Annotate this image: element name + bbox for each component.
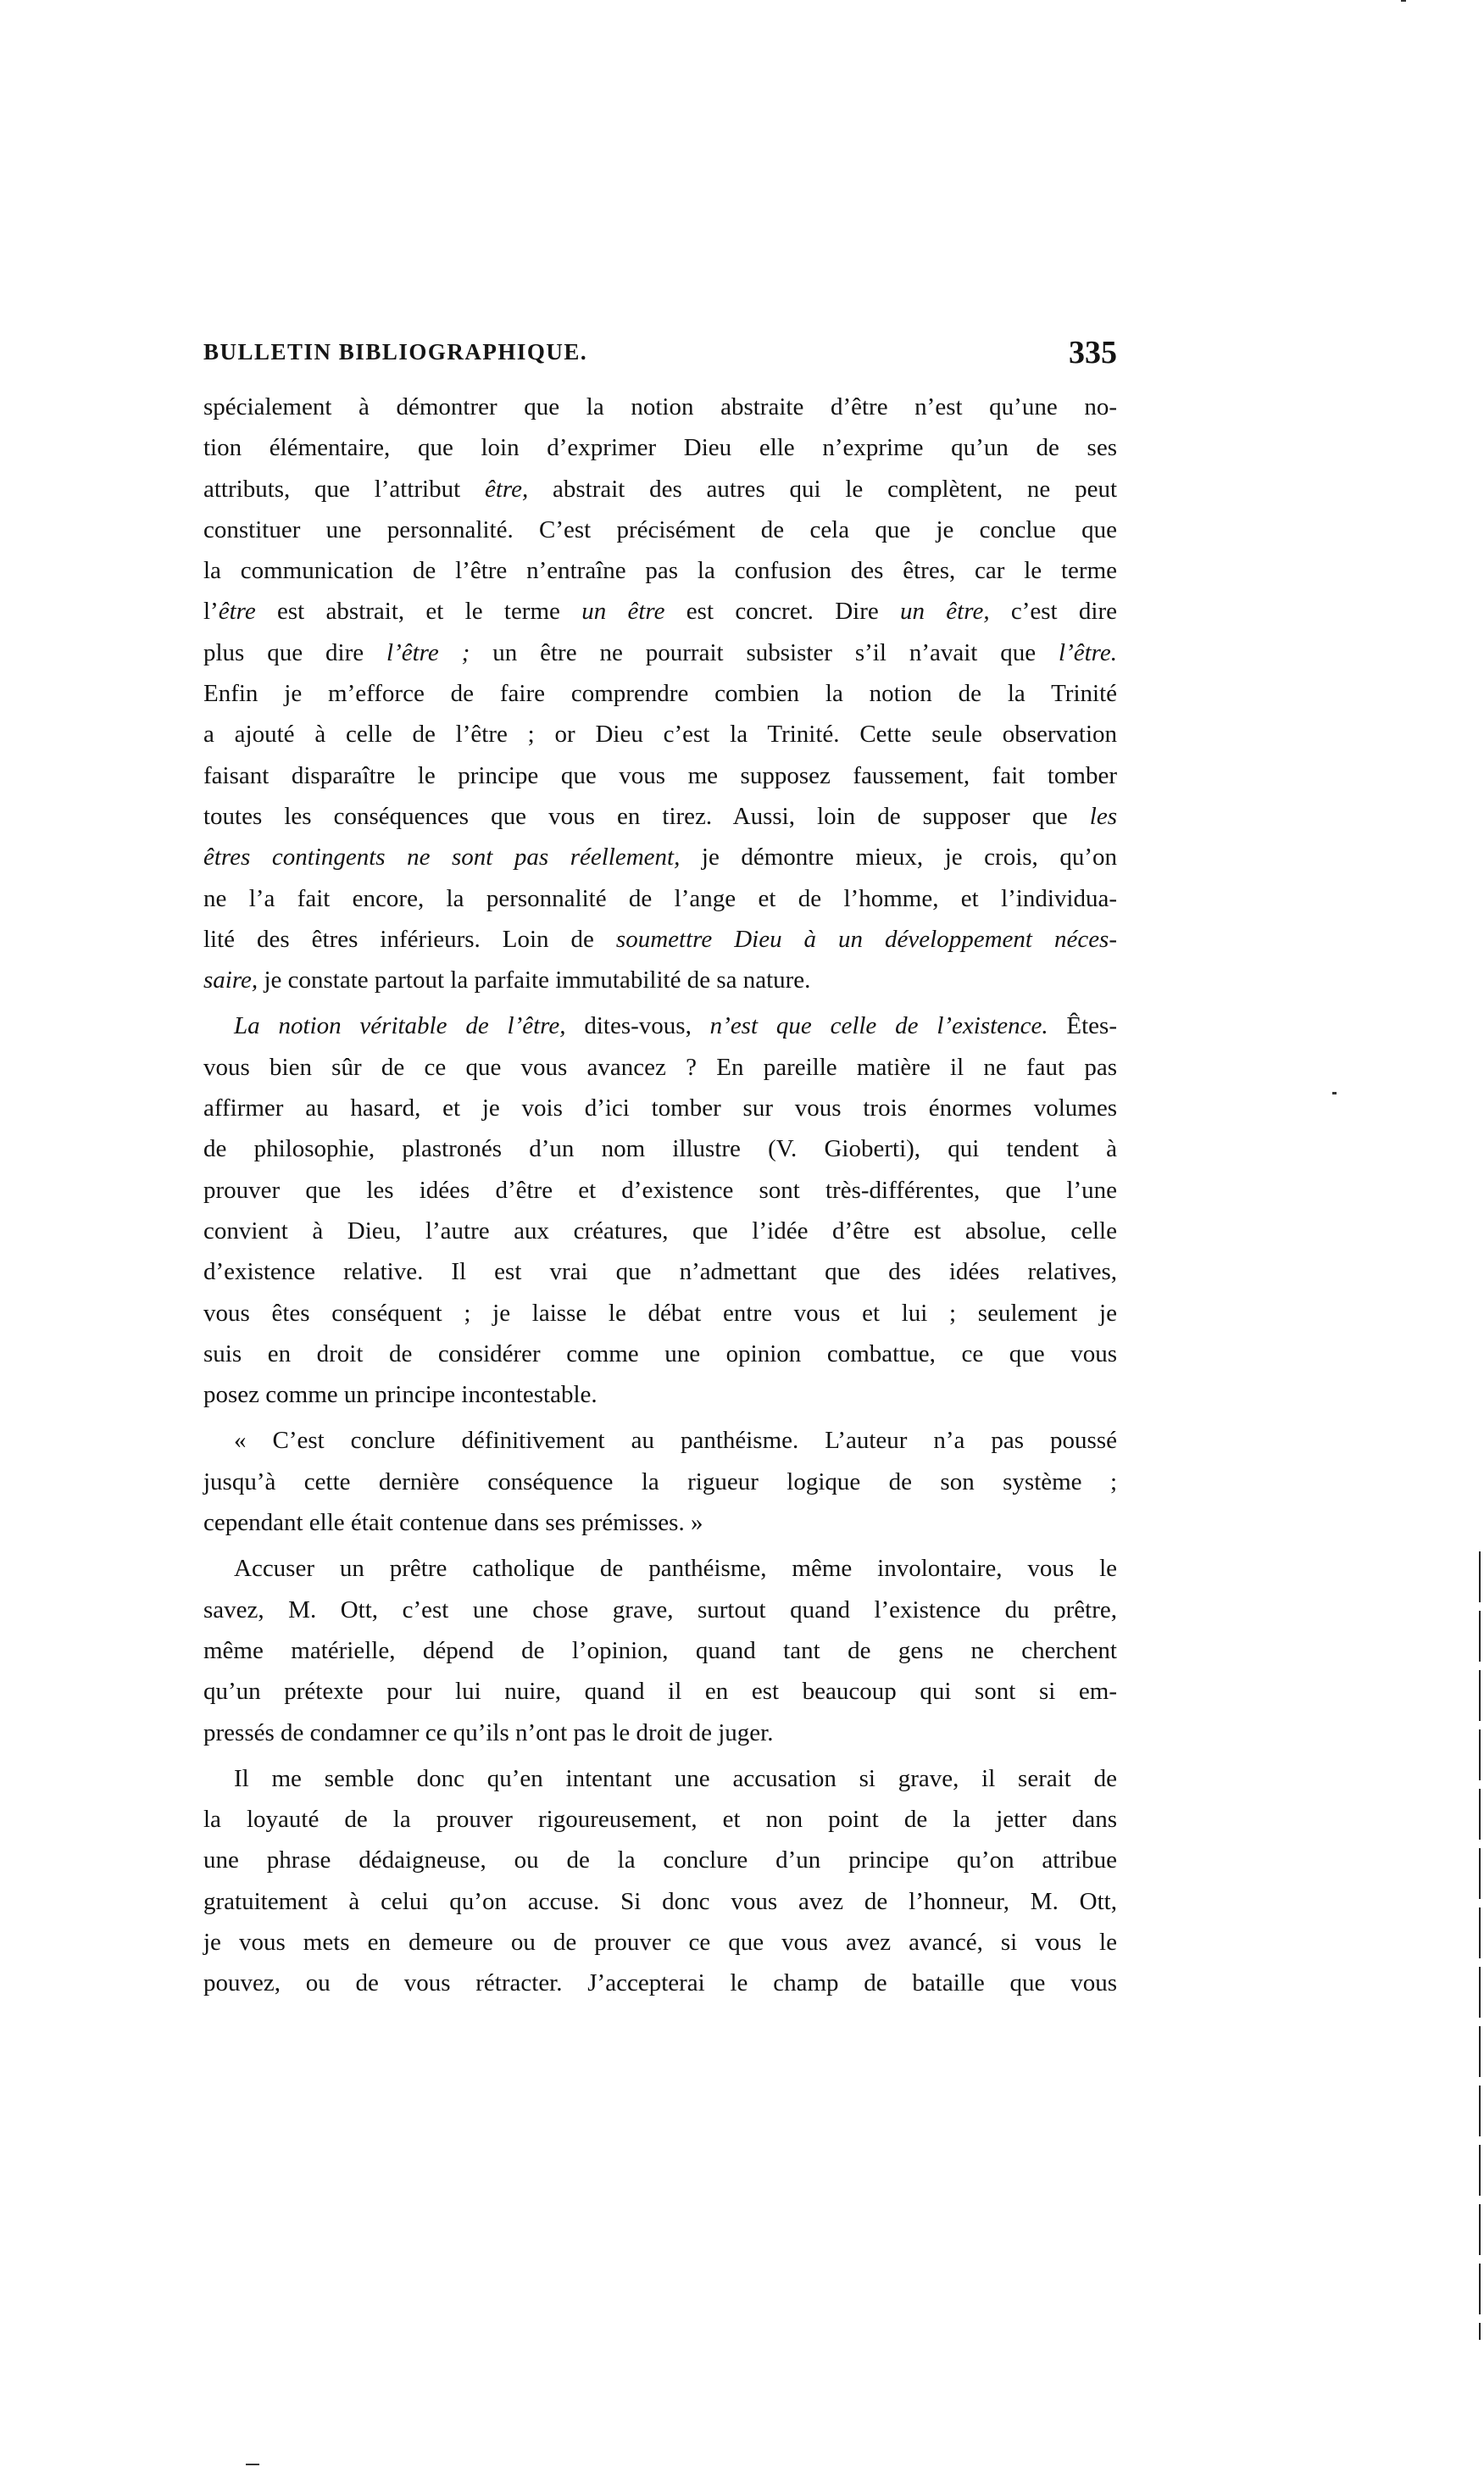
text-line bbox=[203, 796, 1117, 837]
text-line bbox=[203, 1758, 1117, 1799]
text-run: vous bien sûr de ce que vous avancez ? En pareille matière il ne faut pas bbox=[203, 1053, 1117, 1081]
text-run: attributs, que l’attribut bbox=[203, 475, 485, 503]
italic-run: les bbox=[1089, 802, 1117, 830]
text-line bbox=[203, 510, 1117, 550]
text-line bbox=[203, 1374, 1117, 1415]
text-run: Enfin je m’efforce de faire comprendre combien la notion de la Trinité bbox=[203, 680, 1117, 708]
text-line bbox=[203, 919, 1117, 960]
text-run: pouvez, ou de vous rétracter. J’accepterai le champ de bataille que vous bbox=[203, 1969, 1117, 1997]
text-run: spécialement à démontrer que la notion abstraite d’être n’est qu’une no- bbox=[203, 393, 1117, 420]
text-line bbox=[203, 1840, 1117, 1880]
italic-run: être bbox=[218, 598, 256, 626]
text-run: posez comme un principe incontestable. bbox=[203, 1381, 597, 1409]
text-line bbox=[203, 550, 1117, 591]
text-line bbox=[203, 1170, 1117, 1211]
text-run: toutes les conséquences que vous en tirez. Aussi, loin de supposer que bbox=[203, 802, 1090, 830]
text-line bbox=[203, 632, 1117, 673]
text-run: abstrait des autres qui le complètent, ne peut bbox=[528, 475, 1118, 503]
text-run: cependant elle était contenue dans ses prémisses. » bbox=[203, 1509, 703, 1537]
text-run: savez, M. Ott, c’est une chose grave, surtout quand l’existence du prêtre, bbox=[203, 1595, 1117, 1623]
italic-run: l’être. bbox=[1059, 638, 1117, 666]
text-line bbox=[203, 1293, 1117, 1334]
text-run: est abstrait, et le terme bbox=[255, 598, 582, 626]
paragraph bbox=[203, 1420, 1117, 1543]
running-title: BULLETIN BIBLIOGRAPHIQUE. bbox=[203, 339, 588, 365]
body-text bbox=[203, 387, 1117, 2004]
text-line bbox=[203, 1334, 1117, 1374]
text-run: est concret. Dire bbox=[664, 598, 901, 626]
text-line bbox=[203, 469, 1117, 510]
text-run: c’est dire bbox=[989, 598, 1117, 626]
text-line bbox=[203, 1088, 1117, 1128]
text-line bbox=[203, 1047, 1117, 1088]
text-line bbox=[203, 1420, 1117, 1461]
text-run: je vous mets en demeure ou de prouver ce que vous avez avancé, si vous le bbox=[203, 1928, 1117, 1956]
text-run: je démontre mieux, je crois, qu’on bbox=[680, 844, 1118, 872]
page-number: 335 bbox=[1069, 335, 1117, 370]
page-edge-shadow bbox=[1479, 1551, 1481, 2340]
text-run: gratuitement à celui qu’on accuse. Si donc vous avez de l’honneur, M. Ott, bbox=[203, 1887, 1117, 1915]
paragraph bbox=[203, 1758, 1117, 2004]
text-run: même matérielle, dépend de l’opinion, quand tant de gens ne cherchent bbox=[203, 1636, 1117, 1664]
italic-run: soumettre Dieu à un développement néces- bbox=[615, 925, 1118, 953]
text-line bbox=[203, 1128, 1117, 1169]
text-line bbox=[203, 387, 1117, 427]
text-run: faisant disparaître le principe que vous me supposez faussement, fait tomber bbox=[203, 761, 1117, 789]
text-line bbox=[203, 1548, 1117, 1589]
text-run: constituer une personnalité. C’est précisément de cela que je conclue que bbox=[203, 515, 1117, 543]
text-run: affirmer au hasard, et je vois d’ici tomber sur vous trois énormes volumes bbox=[203, 1094, 1117, 1122]
text-line bbox=[203, 1881, 1117, 1922]
running-head bbox=[0, 335, 1117, 373]
text-line bbox=[203, 714, 1117, 755]
paragraph bbox=[203, 387, 1117, 1000]
text-run: Êtes- bbox=[1048, 1012, 1117, 1040]
text-run: vous êtes conséquent ; je laisse le débat entre vous et lui ; seulement je bbox=[203, 1299, 1117, 1327]
text-run: d’existence relative. Il est vrai que n’admettant que des idées relatives, bbox=[203, 1258, 1117, 1286]
text-run: je constate partout la parfaite immutabilité de sa nature. bbox=[258, 966, 811, 994]
text-run: lité des êtres inférieurs. Loin de bbox=[203, 925, 616, 953]
paragraph bbox=[203, 1005, 1117, 1415]
text-line bbox=[203, 1251, 1117, 1292]
text-line bbox=[203, 878, 1117, 919]
text-run: dites-vous, bbox=[565, 1012, 710, 1040]
text-run: suis en droit de considérer comme une opinion combattue, ce que vous bbox=[203, 1339, 1117, 1367]
text-line bbox=[203, 837, 1117, 877]
scan-speck bbox=[246, 2464, 259, 2465]
paragraph bbox=[203, 1548, 1117, 1752]
text-line bbox=[203, 673, 1117, 714]
text-run: un être ne pourrait subsister s’il n’avait que bbox=[470, 638, 1059, 666]
text-line bbox=[203, 591, 1117, 632]
text-run: la loyauté de la prouver rigoureusement, et non point de la jetter dans bbox=[203, 1806, 1117, 1834]
italic-run: un être, bbox=[900, 598, 990, 626]
italic-run: être, bbox=[484, 475, 529, 503]
text-run: la communication de l’être n’entraîne pas la confusion des êtres, car le terme bbox=[203, 557, 1117, 585]
text-line bbox=[203, 1799, 1117, 1840]
text-line bbox=[203, 1005, 1117, 1046]
text-run: tion élémentaire, que loin d’exprimer Dieu elle n’exprime qu’un de ses bbox=[203, 434, 1117, 462]
italic-run: saire, bbox=[203, 966, 258, 994]
text-run: jusqu’à cette dernière conséquence la rigueur logique de son système ; bbox=[203, 1467, 1117, 1495]
text-line bbox=[203, 960, 1117, 1000]
text-line bbox=[203, 1671, 1117, 1712]
italic-run: êtres contingents ne sont pas réellement, bbox=[203, 844, 681, 872]
text-run: a ajouté à celle de l’être ; or Dieu c’est la Trinité. Cette seule observation bbox=[203, 721, 1117, 749]
text-line bbox=[203, 1502, 1117, 1543]
text-run: plus que dire bbox=[203, 638, 387, 666]
text-line bbox=[203, 1712, 1117, 1753]
text-line bbox=[203, 1630, 1117, 1671]
text-run: Accuser un prêtre catholique de panthéisme, même involontaire, vous le bbox=[234, 1555, 1117, 1583]
text-line bbox=[203, 1963, 1117, 2003]
text-line bbox=[203, 1922, 1117, 1963]
scan-speck bbox=[1332, 1092, 1337, 1094]
text-line bbox=[203, 755, 1117, 796]
text-run: ne l’a fait encore, la personnalité de l’ange et de l’homme, et l’individua- bbox=[203, 884, 1117, 912]
italic-run: La notion véritable de l’être, bbox=[234, 1012, 566, 1040]
text-run: une phrase dédaigneuse, ou de la conclure d’un principe qu’on attribue bbox=[203, 1846, 1117, 1874]
text-line bbox=[203, 427, 1117, 468]
italic-run: n’est que celle de l’existence. bbox=[709, 1012, 1048, 1040]
text-line bbox=[203, 1590, 1117, 1630]
text-line bbox=[203, 1211, 1117, 1251]
text-run: pressés de condamner ce qu’ils n’ont pas le droit de juger. bbox=[203, 1718, 774, 1746]
text-run: de philosophie, plastronés d’un nom illustre (V. Gioberti), qui tendent à bbox=[203, 1135, 1117, 1163]
text-run: l’ bbox=[203, 598, 219, 626]
scan-speck bbox=[1401, 0, 1406, 2]
text-run: Il me semble donc qu’en intentant une accusation si grave, il serait de bbox=[234, 1764, 1117, 1792]
text-run: prouver que les idées d’être et d’existence sont très-différentes, que l’une bbox=[203, 1176, 1117, 1204]
text-run: qu’un prétexte pour lui nuire, quand il en est beaucoup qui sont si em- bbox=[203, 1678, 1117, 1706]
italic-run: l’être ; bbox=[386, 638, 470, 666]
text-run: convient à Dieu, l’autre aux créatures, que l’idée d’être est absolue, celle bbox=[203, 1217, 1117, 1245]
italic-run: un être bbox=[581, 598, 665, 626]
text-run: « C’est conclure définitivement au panthéisme. L’auteur n’a pas poussé bbox=[234, 1427, 1117, 1455]
text-line bbox=[203, 1462, 1117, 1502]
